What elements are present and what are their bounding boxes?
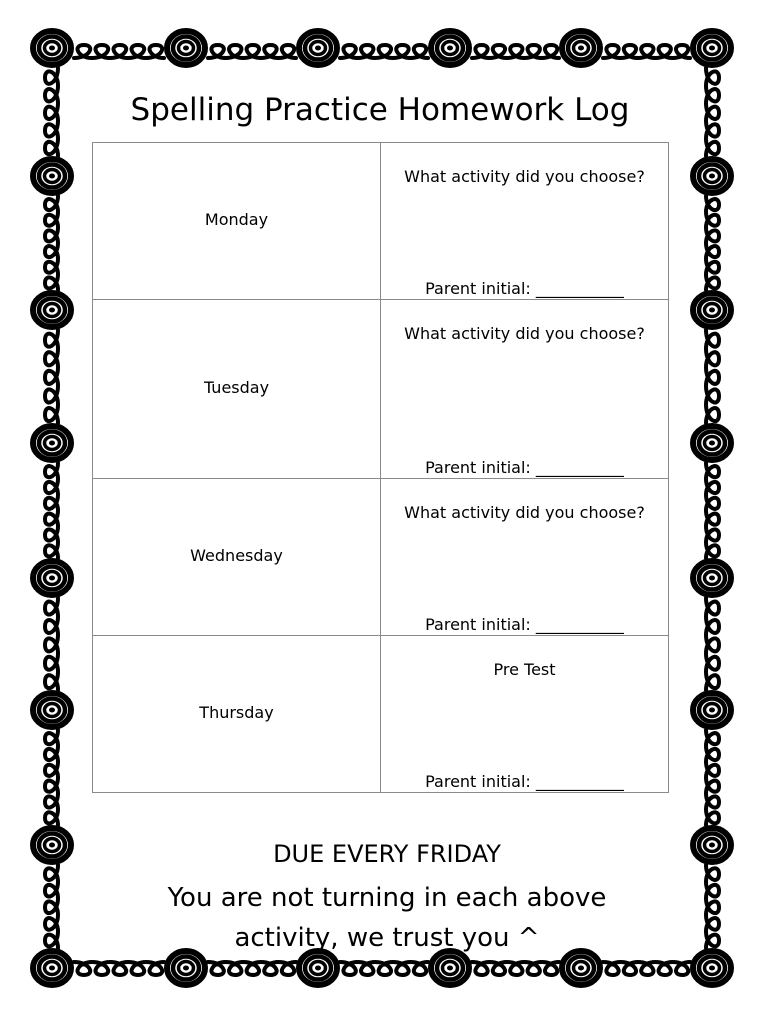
activity-prompt: Pre Test: [493, 660, 556, 679]
day-cell: [93, 479, 381, 636]
day-label: Tuesday: [203, 377, 270, 397]
swirl-icon: [45, 196, 58, 290]
spiral-icon: [693, 426, 731, 460]
spiral-icon: [693, 561, 731, 595]
day-cell: [93, 636, 381, 793]
swirl-icon: [706, 730, 719, 825]
spiral-icon: [693, 828, 731, 862]
spiral-icon: [693, 951, 731, 985]
swirl-icon: [706, 463, 719, 558]
swirl-icon: [603, 45, 690, 58]
swirl-icon: [603, 962, 690, 975]
table-row: [93, 636, 669, 793]
day-label: Monday: [204, 209, 269, 229]
activity-cell[interactable]: [381, 300, 669, 479]
swirl-icon: [706, 598, 719, 690]
spiral-icon: [299, 31, 337, 65]
activity-prompt: What activity did you choose?: [404, 324, 645, 343]
table-row: [93, 300, 669, 479]
swirl-icon: [74, 45, 164, 58]
spiral-icon: [693, 31, 731, 65]
parent-initial-line[interactable]: Parent initial: ___________: [425, 615, 624, 634]
table-row: [93, 143, 669, 300]
swirl-icon: [340, 45, 428, 58]
spiral-icon: [33, 31, 71, 65]
spiral-icon: [33, 828, 71, 862]
day-cell: [93, 300, 381, 479]
spiral-icon: [693, 293, 731, 327]
spiral-icon: [33, 159, 71, 193]
swirl-icon: [208, 45, 296, 58]
swirl-icon: [45, 330, 58, 423]
day-label: Thursday: [199, 702, 274, 722]
swirl-icon: [74, 962, 164, 975]
due-notice: DUE EVERY FRIDAY: [273, 840, 501, 868]
swirl-icon: [472, 45, 559, 58]
spiral-icon: [33, 561, 71, 595]
swirl-icon: [45, 463, 58, 558]
swirl-icon: [45, 865, 58, 948]
activity-prompt: What activity did you choose?: [404, 503, 645, 522]
day-label: Wednesday: [190, 545, 283, 565]
table-row: [93, 479, 669, 636]
homework-log-table: [92, 142, 669, 793]
swirl-icon: [706, 865, 719, 948]
spiral-icon: [431, 31, 469, 65]
parent-initial-line[interactable]: Parent initial: ___________: [425, 279, 624, 298]
spiral-icon: [33, 426, 71, 460]
spiral-icon: [33, 693, 71, 727]
parent-initial-line[interactable]: Parent initial: ___________: [425, 772, 624, 791]
spiral-icon: [562, 31, 600, 65]
swirl-icon: [45, 730, 58, 825]
parent-initial-line[interactable]: Parent initial: ___________: [425, 458, 624, 477]
spiral-icon: [33, 293, 71, 327]
swirl-icon: [208, 962, 296, 975]
activity-prompt: What activity did you choose?: [404, 167, 645, 186]
swirl-icon: [45, 68, 58, 156]
spiral-icon: [693, 693, 731, 727]
spiral-icon: [33, 951, 71, 985]
activity-cell[interactable]: [381, 143, 669, 300]
swirl-icon: [706, 330, 719, 423]
swirl-icon: [706, 68, 719, 156]
swirl-icon: [340, 962, 428, 975]
activity-cell[interactable]: [381, 636, 669, 793]
swirl-icon: [45, 598, 58, 690]
trust-note-line-1: You are not turning in each above: [167, 883, 607, 913]
trust-note: [92, 878, 682, 953]
spiral-icon: [693, 159, 731, 193]
swirl-icon: [706, 196, 719, 290]
activity-cell[interactable]: [381, 479, 669, 636]
spiral-icon: [167, 31, 205, 65]
swirl-icon: [472, 962, 559, 975]
page-title: Spelling Practice Homework Log: [130, 92, 630, 128]
trust-note-line-2: activity, we trust you ^: [234, 923, 540, 953]
day-cell: [93, 143, 381, 300]
